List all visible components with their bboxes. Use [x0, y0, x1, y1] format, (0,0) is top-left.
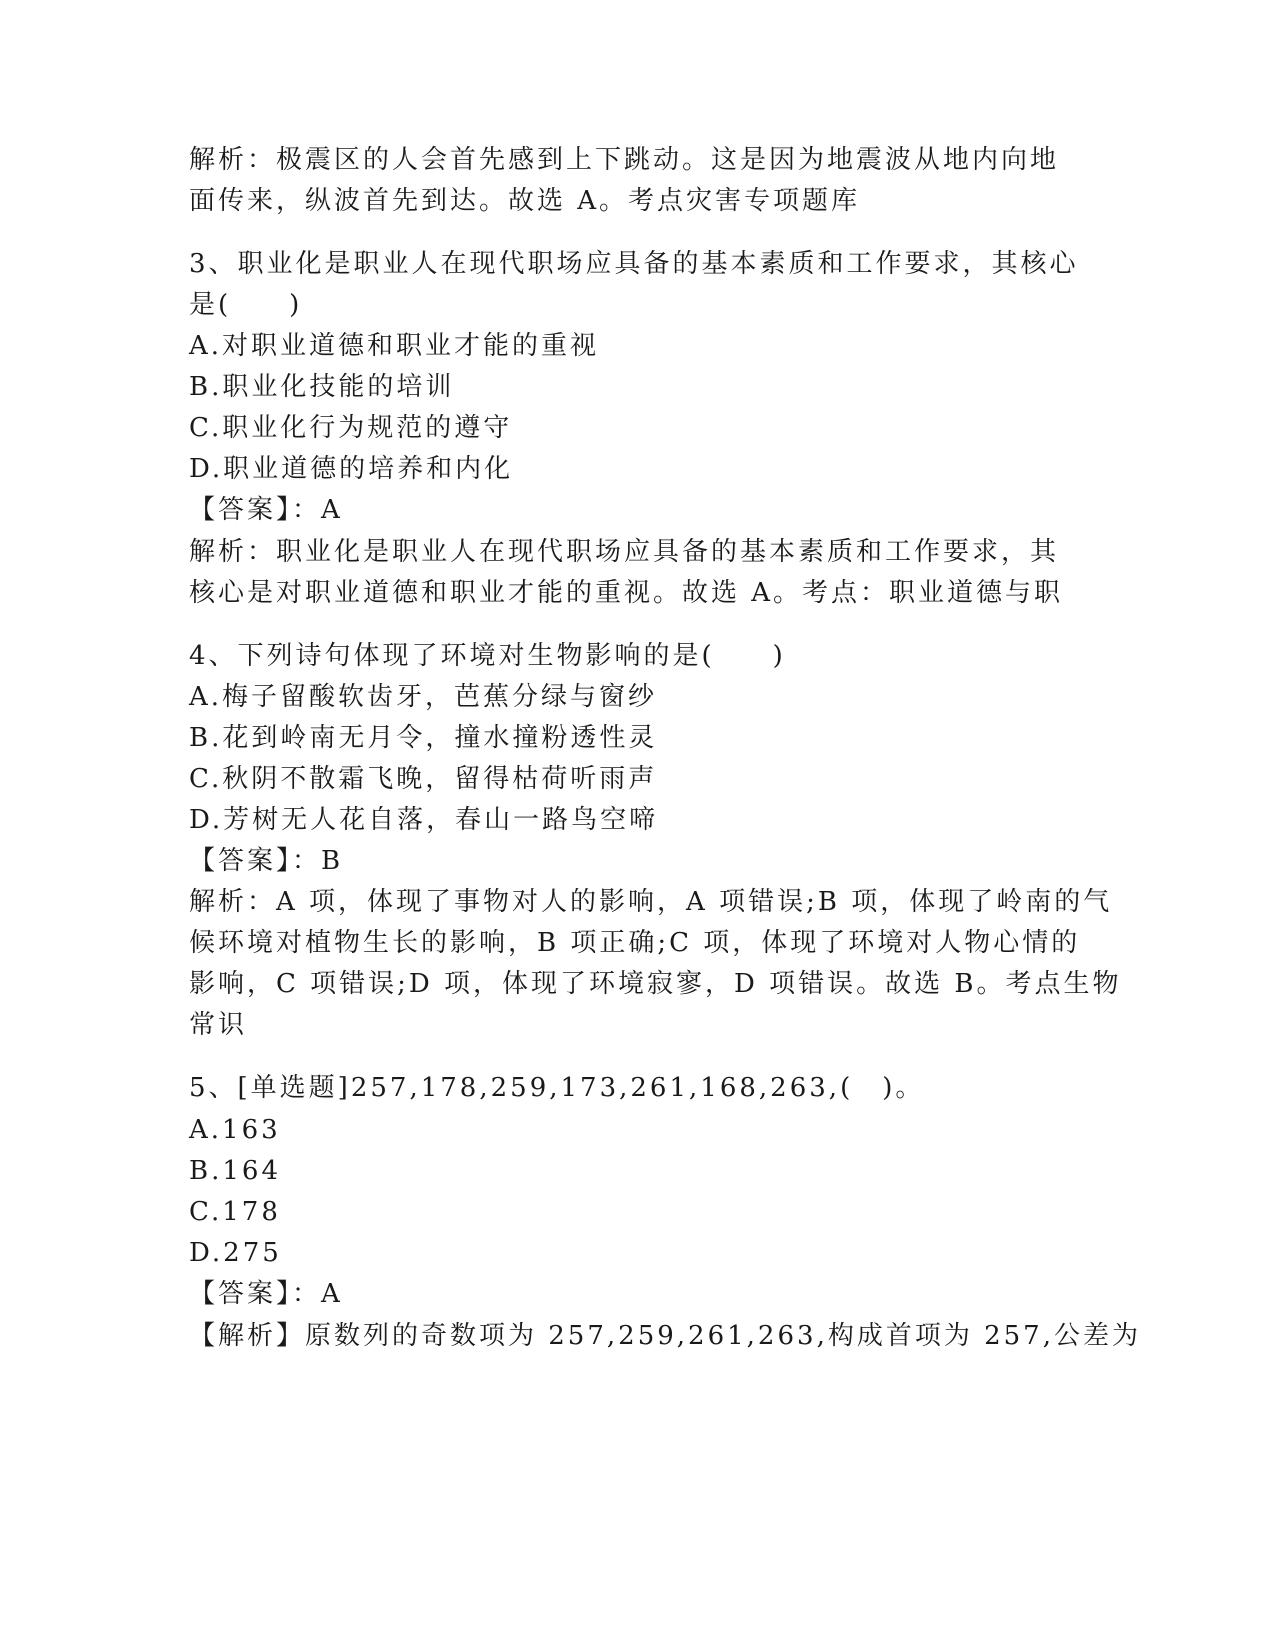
q4-stem-line-1: 4、下列诗句体现了环境对生物影响的是( ) [189, 641, 786, 671]
q3-option-b: B.职业化技能的培训 [189, 372, 455, 402]
q4-analysis-line-4: 常识 [189, 1010, 248, 1040]
intro-analysis-line-1: 解析：极震区的人会首先感到上下跳动。这是因为地震波从地内向地 [189, 145, 1060, 175]
q4-option-d: D.芳树无人花自落，春山一路鸟空啼 [189, 805, 659, 835]
q4-option-a: A.梅子留酸软齿牙，芭蕉分绿与窗纱 [189, 682, 658, 712]
q3-option-a: A.对职业道德和职业才能的重视 [189, 331, 600, 361]
q5-option-c: C.178 [189, 1197, 281, 1227]
q5-analysis-line-1: 【解析】原数列的奇数项为 257,259,261,263,构成首项为 257,公差为 [189, 1321, 1141, 1351]
q5-stem-line-1: 5、[单选题]257,178,259,173,261,168,263,( )。 [189, 1073, 925, 1103]
q3-stem-line-1: 3、职业化是职业人在现代职场应具备的基本素质和工作要求，其核心 [189, 249, 1079, 279]
q4-analysis-line-2: 候环境对植物生长的影响，B 项正确;C 项，体现了环境对人物心情的 [189, 928, 1081, 958]
q3-analysis-line-2: 核心是对职业道德和职业才能的重视。故选 A。考点：职业道德与职 [189, 578, 1064, 608]
q4-option-b: B.花到岭南无月令，撞水撞粉透性灵 [189, 723, 658, 753]
q4-option-c: C.秋阴不散霜飞晚，留得枯荷听雨声 [189, 764, 658, 794]
q5-option-d: D.275 [189, 1238, 282, 1268]
q5-answer: 【答案】：A [189, 1279, 343, 1309]
q3-stem-line-2: 是( ) [189, 290, 303, 320]
q3-option-c: C.职业化行为规范的遵守 [189, 413, 513, 443]
q4-answer: 【答案】：B [189, 846, 344, 876]
q4-analysis-line-1: 解析：A 项，体现了事物对人的影响，A 项错误;B 项，体现了岭南的气 [189, 887, 1113, 917]
q3-answer: 【答案】：A [189, 495, 343, 525]
q3-option-d: D.职业道德的培养和内化 [189, 454, 514, 484]
q3-analysis-line-1: 解析：职业化是职业人在现代职场应具备的基本素质和工作要求，其 [189, 537, 1060, 567]
q4-analysis-line-3: 影响，C 项错误;D 项，体现了环境寂寥，D 项错误。故选 B。考点生物 [189, 969, 1122, 999]
q5-option-b: B.164 [189, 1156, 281, 1186]
q5-option-a: A.163 [189, 1115, 281, 1145]
intro-analysis-line-2: 面传来，纵波首先到达。故选 A。考点灾害专项题库 [189, 186, 861, 216]
